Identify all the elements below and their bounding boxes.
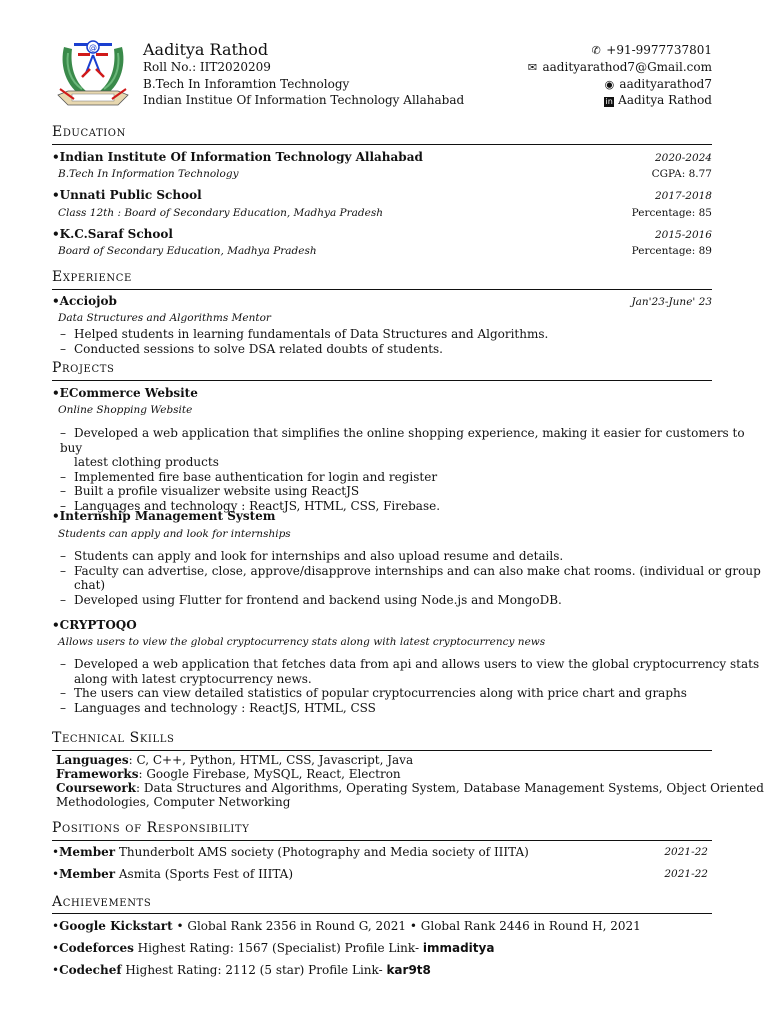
skills-coursework-continued: Methodologies, Computer Networking xyxy=(56,795,291,809)
project-items xyxy=(60,549,761,607)
experience-items xyxy=(60,327,548,356)
project-subtitle: Students can apply and look for internships xyxy=(58,528,291,540)
education-date: 2017-2018 xyxy=(655,190,712,202)
list-item: – Implemented fire base authentication for login and register xyxy=(60,469,438,484)
education-detail: Board of Secondary Education, Madhya Pradesh xyxy=(58,245,317,257)
roll-number: Roll No.: IIT2020209 xyxy=(143,60,271,74)
list-item: – Faculty can advertise, close, approve/disapprove internships and can also make chat rooms. (individual or group xyxy=(60,563,761,578)
experience-date: Jan'23-June' 23 xyxy=(631,296,712,308)
education-date: 2015-2016 xyxy=(655,229,712,241)
list-item: – Conducted sessions to solve DSA related doubts of students. xyxy=(60,341,443,356)
skills-frameworks: Frameworks: Google Firebase, MySQL, React, Electron xyxy=(56,767,401,781)
project-title: •ECommerce Website xyxy=(52,386,198,400)
education-school: •K.C.Saraf School xyxy=(52,227,173,241)
institute-name: Indian Institue Of Information Technology Allahabad xyxy=(143,93,465,107)
linkedin-icon: in xyxy=(605,97,613,106)
list-item: – Developed using Flutter for frontend and backend using Node.js and MongoDB. xyxy=(60,592,562,607)
profile-link[interactable]: kar9t8 xyxy=(386,963,431,977)
experience-role: Data Structures and Algorithms Mentor xyxy=(58,312,271,324)
section-achievements-title: Achievements xyxy=(52,894,152,910)
list-item: – Developed a web application that fetches data from api and allows users to view the global cryptocurrency stats xyxy=(60,657,760,671)
education-score: CGPA: 8.77 xyxy=(651,168,712,180)
project-items xyxy=(60,426,768,513)
project-subtitle: Online Shopping Website xyxy=(58,404,193,416)
education-school: •Unnati Public School xyxy=(52,188,202,202)
education-school: •Indian Institute Of Information Technology Allahabad xyxy=(52,150,423,164)
envelope-icon: ✉ xyxy=(527,61,538,74)
github-handle: aadityarathod7 xyxy=(619,77,712,91)
experience-company: •Acciojob xyxy=(52,294,117,308)
education-detail: Class 12th : Board of Secondary Education, Madhya Pradesh xyxy=(58,207,383,219)
list-item: latest clothing products xyxy=(74,455,219,469)
institute-logo xyxy=(56,33,130,113)
list-item: – Built a profile visualizer website using ReactJS xyxy=(60,484,360,498)
section-positions-title: Positions of Responsibility xyxy=(52,820,250,836)
project-title: •CRYPTOQO xyxy=(52,618,137,632)
profile-link[interactable]: immaditya xyxy=(422,941,495,955)
skills-languages: Languages: C, C++, Python, HTML, CSS, Javascript, Java xyxy=(56,753,414,767)
list-item: – Students can apply and look for internships and also upload resume and details. xyxy=(60,549,564,563)
list-item: chat) xyxy=(74,578,106,592)
phone-icon: ✆ xyxy=(591,44,601,57)
email-contact[interactable] xyxy=(527,60,713,75)
linkedin-contact[interactable] xyxy=(604,93,712,107)
section-skills-title: Technical Skills xyxy=(52,730,175,746)
list-item: along with latest cryptocurrency news. xyxy=(74,671,312,686)
section-divider xyxy=(52,840,712,841)
section-divider xyxy=(52,144,712,145)
education-score: Percentage: 85 xyxy=(631,207,712,219)
phone-contact[interactable] xyxy=(590,43,712,58)
github-icon: ◉ xyxy=(604,78,615,91)
logo-text: @ xyxy=(89,43,97,52)
section-divider xyxy=(52,380,712,381)
list-item: – Languages and technology : ReactJS, HTML, CSS, Firebase. xyxy=(60,498,441,513)
project-title: •Internship Management System xyxy=(52,509,276,523)
project-items xyxy=(60,657,759,715)
position-date: 2021-22 xyxy=(664,846,708,858)
skills-coursework: Coursework: Data Structures and Algorithms, Operating System, Database Management Systems, Object Oriented xyxy=(56,781,764,795)
list-item: – Languages and technology : ReactJS, HTML, CSS xyxy=(60,700,376,715)
section-education-title: Education xyxy=(52,124,126,140)
achievement-entry: •Codechef Highest Rating: 2112 (5 star) Profile Link- kar9t8 xyxy=(52,963,431,977)
linkedin-name: Aaditya Rathod xyxy=(618,93,712,107)
achievement-entry: •Codeforces Highest Rating: 1567 (Specialist) Profile Link- immaditya xyxy=(52,941,495,955)
education-detail: B.Tech In Information Technology xyxy=(58,168,239,180)
email-address: aadityarathod7@Gmail.com xyxy=(542,60,712,74)
education-score: Percentage: 89 xyxy=(631,245,712,257)
candidate-name: Aaditya Rathod xyxy=(143,40,269,59)
section-divider xyxy=(52,913,712,914)
position-entry: •Member Asmita (Sports Fest of IIITA) xyxy=(52,867,294,881)
github-contact[interactable] xyxy=(603,77,712,92)
project-subtitle: Allows users to view the global cryptocurrency stats along with latest cryptocurrency news xyxy=(58,636,546,648)
education-date: 2020-2024 xyxy=(655,152,712,164)
achievement-entry: •Google Kickstart • Global Rank 2356 in Round G, 2021 • Global Rank 2446 in Round H, 2021 xyxy=(52,919,641,933)
section-projects-title: Projects xyxy=(52,360,115,376)
section-divider xyxy=(52,750,712,751)
position-date: 2021-22 xyxy=(664,868,708,880)
list-item: – Helped students in learning fundamentals of Data Structures and Algorithms. xyxy=(60,327,549,341)
phone-number: +91-9977737801 xyxy=(606,43,712,57)
list-item: – Developed a web application that simplifies the online shopping experience, making it easier for customers to buy xyxy=(60,426,745,455)
section-experience-title: Experience xyxy=(52,269,132,285)
section-divider xyxy=(52,289,712,290)
list-item: – The users can view detailed statistics of popular cryptocurrencies along with price chart and graphs xyxy=(60,686,687,700)
degree: B.Tech In Inforamtion Technology xyxy=(143,77,350,91)
position-entry: •Member Thunderbolt AMS society (Photography and Media society of IIITA) xyxy=(52,845,529,859)
